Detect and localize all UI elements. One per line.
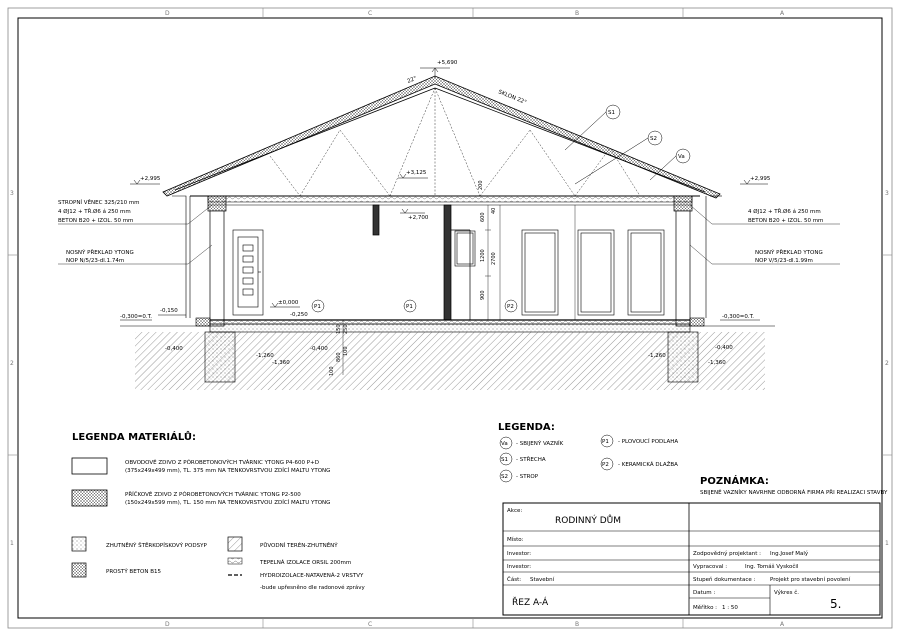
ceiling-insulation bbox=[208, 196, 692, 202]
roof-angle-left: 22° bbox=[406, 75, 418, 85]
tb-stage-value: Projekt pro stavební povolení bbox=[770, 577, 851, 583]
floor-sub-level: -0,250 bbox=[290, 312, 308, 318]
note-venec-1: STROPNÍ VĚNEC 325/210 mm bbox=[58, 200, 140, 206]
found-right-1: -0,400 bbox=[715, 345, 733, 351]
note-preklad-right-1: NOSNÝ PŘEKLAD YTONG bbox=[755, 250, 823, 256]
col-label-d-bottom: D bbox=[165, 621, 170, 628]
legend-va-text: - SBIJENÝ VAZNÍK bbox=[516, 441, 564, 447]
floor-slab bbox=[210, 320, 690, 332]
walls bbox=[208, 196, 692, 326]
legend-p1-text: - PLOVOUCÍ PODLAHA bbox=[618, 439, 679, 445]
materials-title: LEGENDA MATERIÁLŮ: bbox=[72, 432, 196, 443]
tb-prepared-value: Ing. Tomáš Vyskočil bbox=[745, 564, 799, 570]
mat-outer-1: OBVODOVÉ ZDIVO Z PÓROBETONOVÝCH TVÁRNIC YTONG P4-600 P+D bbox=[125, 460, 319, 466]
floor-tag-2: P1 bbox=[406, 304, 413, 310]
ground-left: -0,300=0.T. bbox=[120, 314, 153, 320]
legend-p1-code: P1 bbox=[602, 439, 609, 445]
mat-insulation: TEPELNÁ IZOLACE ORSIL 200mm bbox=[260, 560, 352, 566]
ground-right: -0,300=0.T. bbox=[722, 314, 755, 320]
tb-date-label: Datum : bbox=[693, 590, 716, 596]
mat-gravel: ZHUTNĚNÝ ŠTĚRKOPÍSKOVÝ PODSYP bbox=[106, 543, 207, 549]
tag-s1: S1 bbox=[608, 110, 615, 116]
ridge-level-label: +5,690 bbox=[437, 60, 458, 66]
mat-hydro-2: -bude upřesněno dle radonové zprávy bbox=[260, 585, 365, 591]
note-title: POZNÁMKA: bbox=[700, 476, 769, 487]
roof bbox=[163, 76, 720, 198]
col-label-c-bottom: C bbox=[368, 621, 373, 628]
note-preklad-right-2: NOP V/5/23-dl.1.99m bbox=[755, 258, 813, 264]
windows bbox=[455, 230, 664, 315]
lintel-level: +2,700 bbox=[408, 215, 429, 221]
mat-inner-1: PŘÍČKOVÉ ZDIVO Z PÓROBETONOVÝCH TVÁRNIC YTONG P2-500 bbox=[125, 492, 301, 498]
tb-cast-label: Část: bbox=[507, 577, 522, 583]
roof-pitch-label: SKLON 22° bbox=[497, 89, 528, 107]
dim-900: 900 bbox=[480, 290, 486, 300]
tb-cast-value: Stavební bbox=[530, 577, 555, 583]
row-label-2-right: 2 bbox=[885, 360, 889, 367]
floor-level: ±0,000 bbox=[278, 300, 299, 306]
ceiling-level: +3,125 bbox=[406, 170, 427, 176]
tb-resp-label: Zodpovědný projektant : bbox=[693, 551, 761, 557]
legend-p2-code: P2 bbox=[602, 462, 609, 468]
legend-s1-code: S1 bbox=[501, 457, 508, 463]
legend-s2-code: S2 bbox=[501, 474, 508, 480]
legend-title: LEGENDA: bbox=[498, 422, 555, 433]
tb-misto-label: Místo: bbox=[507, 537, 524, 543]
tb-investor-label-2: Investor: bbox=[507, 564, 532, 570]
floor-tag-1: P1 bbox=[314, 304, 321, 310]
tb-investor-label-1: Investor: bbox=[507, 551, 532, 557]
tb-prepared-label: Vypracoval : bbox=[693, 564, 728, 570]
row-label-2: 2 bbox=[10, 360, 14, 367]
found-right-3: -1,360 bbox=[708, 360, 726, 366]
found-left-2: -0,400 bbox=[310, 346, 328, 352]
tb-akce-value: RODINNÝ DŮM bbox=[555, 516, 622, 526]
col-label-c: C bbox=[368, 10, 373, 17]
note-right-1: 4 ØJ12 + TŘ.Ø6 á 250 mm bbox=[748, 209, 821, 215]
col-label-a-bottom: A bbox=[780, 621, 785, 628]
tb-drawing-name: ŘEZ A-Á bbox=[512, 598, 549, 608]
col-label-d: D bbox=[165, 10, 170, 17]
swatch-gravel bbox=[72, 537, 86, 551]
tb-stage-label: Stupeň dokumentace : bbox=[693, 577, 756, 583]
tag-va: Va bbox=[678, 154, 685, 160]
found-left-3: -1,260 bbox=[256, 353, 274, 359]
row-label-1: 1 bbox=[10, 540, 14, 547]
tb-resp-value: Ing.Josef Malý bbox=[770, 551, 809, 557]
note-preklad-left-1: NOSNÝ PŘEKLAD YTONG bbox=[66, 250, 134, 256]
floor-tag-3: P2 bbox=[507, 304, 514, 310]
row-label-1-right: 1 bbox=[885, 540, 889, 547]
col-label-a: A bbox=[780, 10, 785, 17]
mat-hydro-1: HYDROIZOLACE-NATAVENÁ-2 VRSTVY bbox=[260, 573, 364, 579]
row-label-3: 3 bbox=[10, 190, 14, 197]
note-text: SBIJENÉ VAZNÍKY NAVRHNE ODBORNÁ FIRMA PŘI REALIZACI STAVBY bbox=[700, 490, 888, 496]
legend-s2-text: - STROP bbox=[516, 474, 539, 480]
row-label-3-right: 3 bbox=[885, 190, 889, 197]
found-right-2: -1,260 bbox=[648, 353, 666, 359]
mat-concrete: PROSTÝ BETON B15 bbox=[106, 569, 161, 575]
swatch-outer-wall bbox=[72, 458, 107, 474]
tb-sheet-value: 5. bbox=[830, 597, 842, 611]
dim-40: 40 bbox=[491, 207, 497, 214]
note-venec-2: 4 ØJ12 + TŘ.Ø6 á 250 mm bbox=[58, 209, 131, 215]
legend-s1-text: - STŘECHA bbox=[516, 457, 546, 463]
legend-va-code: Va bbox=[501, 441, 508, 447]
tb-scale-value: 1 : 50 bbox=[722, 605, 738, 611]
note-preklad-left-2: NOP N/5/23-dl.1.74m bbox=[66, 258, 125, 264]
mat-outer-2: (375x249x499 mm), TL. 375 mm NA TENKOVRSTVOU ZDÍCÍ MALTU YTONG bbox=[125, 468, 331, 474]
dim-200: 200 bbox=[478, 180, 484, 190]
step-level: -0,150 bbox=[160, 308, 178, 314]
note-venec-3: BETON B20 + IZOL. 50 mm bbox=[58, 218, 134, 224]
mat-soil: PŮVODNÍ TERÉN-ZHUTNĚNÝ bbox=[260, 543, 338, 549]
mat-inner-2: (150x249x599 mm), TL. 150 mm NA TENKOVRSTVOU ZDÍCÍ MALTU YTONG bbox=[125, 500, 331, 506]
tb-sheet-label: Výkres č. bbox=[774, 590, 799, 596]
dim-1200: 1200 bbox=[480, 249, 486, 262]
col-label-b-bottom: B bbox=[575, 621, 580, 628]
entrance-door bbox=[233, 230, 263, 315]
found-left-1: -0,400 bbox=[165, 346, 183, 352]
eave-level-right: +2,995 bbox=[750, 176, 771, 182]
swatch-soil bbox=[228, 537, 242, 551]
eave-level-left: +2,995 bbox=[140, 176, 161, 182]
dim-600: 600 bbox=[480, 212, 486, 222]
note-right-2: BETON B20 + IZOL. 50 mm bbox=[748, 218, 824, 224]
swatch-inner-wall bbox=[72, 490, 107, 506]
dim-2700: 2700 bbox=[491, 252, 497, 265]
tb-scale-label: Měřítko : bbox=[693, 605, 718, 611]
found-left-4: -1,360 bbox=[272, 360, 290, 366]
swatch-concrete bbox=[72, 563, 86, 577]
tag-s2: S2 bbox=[650, 136, 657, 142]
col-label-b: B bbox=[575, 10, 580, 17]
tb-akce-label: Akce: bbox=[507, 508, 523, 514]
swatch-insulation bbox=[228, 558, 242, 564]
legend-p2-text: - KERAMICKÁ DLAŽBA bbox=[618, 462, 678, 468]
